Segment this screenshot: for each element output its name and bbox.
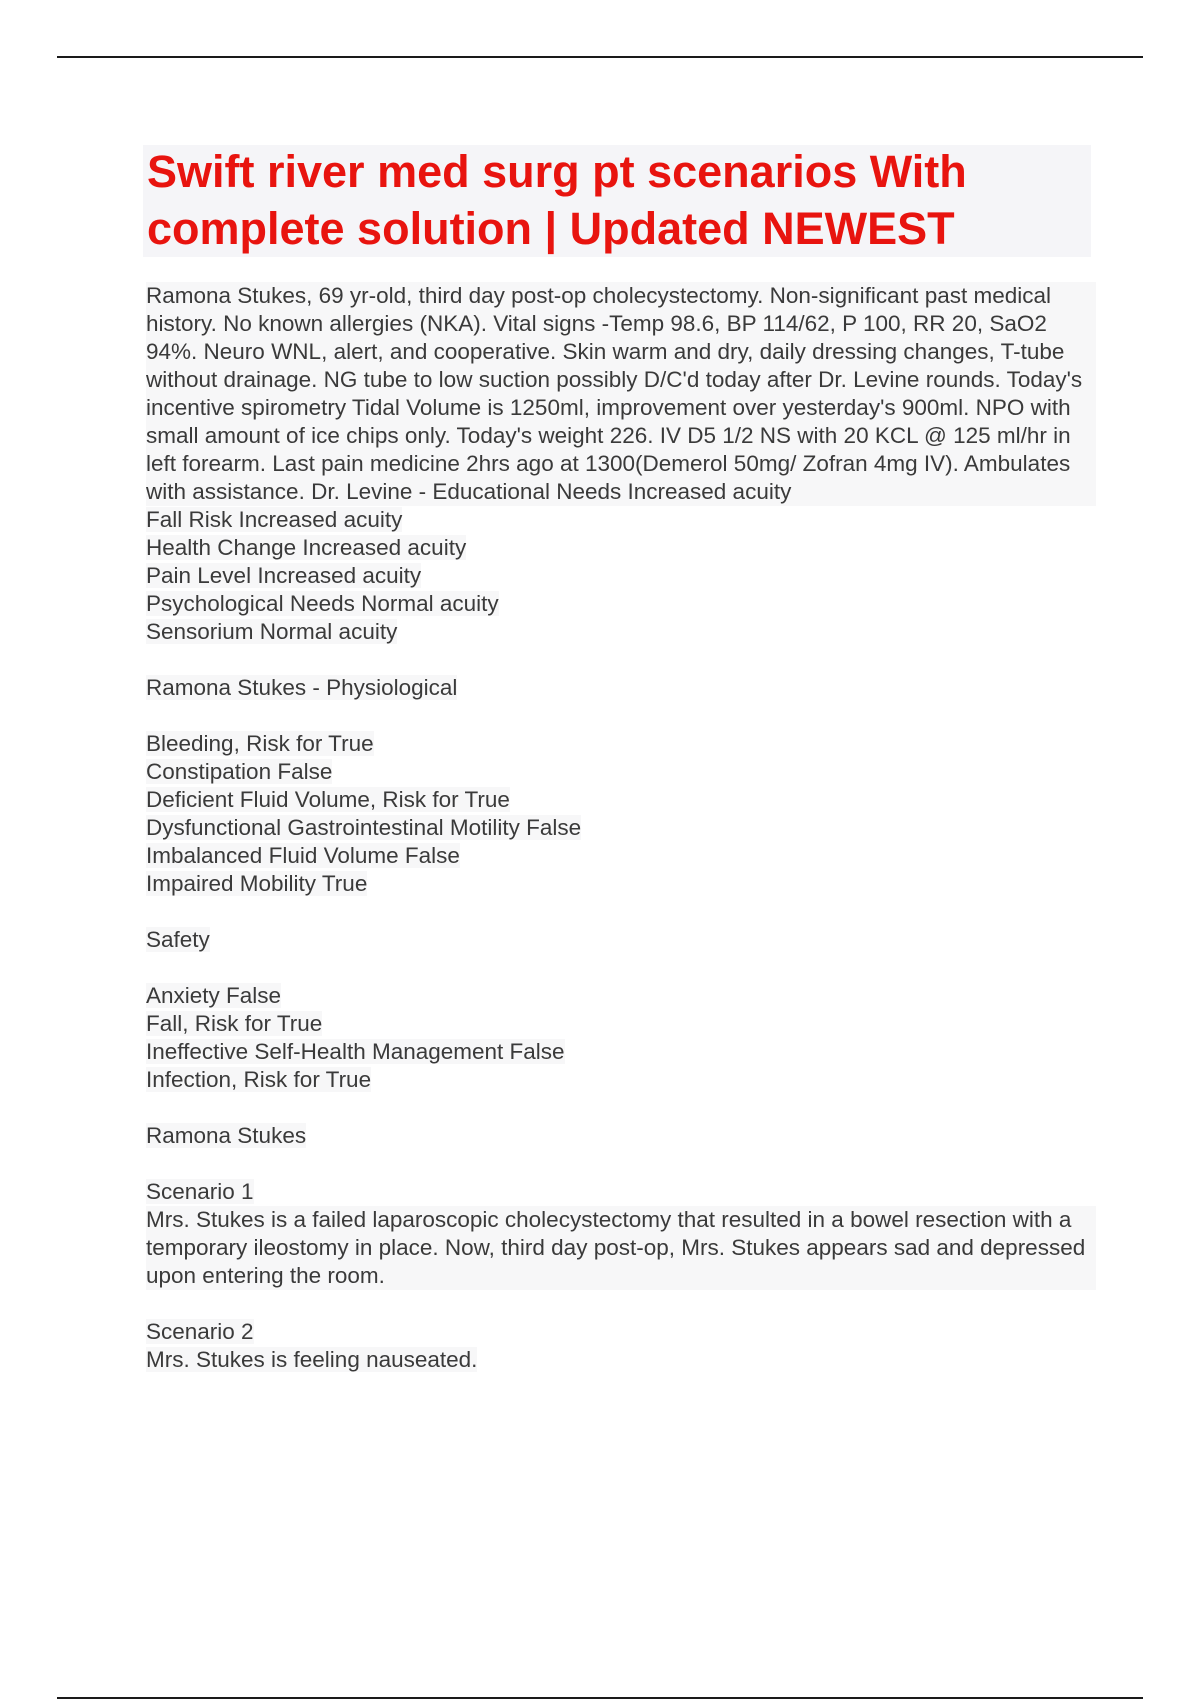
physiological-heading: Ramona Stukes - Physiological <box>146 675 458 700</box>
list-item: Fall Risk Increased acuity <box>146 507 403 532</box>
scenario-2-label: Scenario 2 <box>146 1319 254 1344</box>
scenario-2-text: Mrs. Stukes is feeling nauseated. <box>146 1347 478 1372</box>
document-title: Swift river med surg pt scenarios With complete solution | Updated NEWEST <box>147 146 967 254</box>
scenario-1-label: Scenario 1 <box>146 1179 254 1204</box>
list-item: Imbalanced Fluid Volume False <box>146 843 460 868</box>
list-item: Deficient Fluid Volume, Risk for True <box>146 787 510 812</box>
list-item: Sensorium Normal acuity <box>146 619 398 644</box>
list-item: Infection, Risk for True <box>146 1067 372 1092</box>
list-item: Pain Level Increased acuity <box>146 563 422 588</box>
list-item: Bleeding, Risk for True <box>146 731 374 756</box>
acuity-list <box>146 506 1096 646</box>
list-item: Health Change Increased acuity <box>146 535 467 560</box>
document-body <box>146 282 1096 1374</box>
scenario-1-text: Mrs. Stukes is a failed laparoscopic cholecystectomy that resulted in a bowel resection with a temporary ileostomy in place. Now, third day post-op, Mrs. Stukes appears sad and depressed upon entering the room. <box>146 1206 1096 1290</box>
intro-paragraph: Ramona Stukes, 69 yr-old, third day post-op cholecystectomy. Non-significant past medical history. No known allergies (NKA). Vital signs -Temp 98.6, BP 114/62, P 100, RR 20, SaO2 94%. Neuro WNL, alert, and cooperative. Skin warm and dry, daily dressing changes, T-tube without drainage. NG tube to low suction possibly D/C'd today after Dr. Levine rounds. Today's incentive spirometry Tidal Volume is 1250ml, improvement over yesterday's 900ml. NPO with small amount of ice chips only. Today's weight 226. IV D5 1/2 NS with 20 KCL @ 125 ml/hr in left forearm. Last pain medicine 2hrs ago at 1300(Demerol 50mg/ Zofran 4mg IV). Ambulates with assistance. Dr. Levine - Educational Needs Increased acuity <box>146 282 1096 506</box>
bottom-rule <box>57 1697 1143 1699</box>
top-rule <box>57 56 1143 58</box>
safety-list <box>146 982 1096 1094</box>
physiological-list <box>146 730 1096 898</box>
patient-heading: Ramona Stukes <box>146 1123 307 1148</box>
list-item: Fall, Risk for True <box>146 1011 323 1036</box>
list-item: Constipation False <box>146 759 333 784</box>
list-item: Dysfunctional Gastrointestinal Motility False <box>146 815 582 840</box>
safety-heading: Safety <box>146 927 210 952</box>
list-item: Ineffective Self-Health Management False <box>146 1039 565 1064</box>
list-item: Psychological Needs Normal acuity <box>146 591 499 616</box>
list-item: Impaired Mobility True <box>146 871 368 896</box>
list-item: Anxiety False <box>146 983 282 1008</box>
